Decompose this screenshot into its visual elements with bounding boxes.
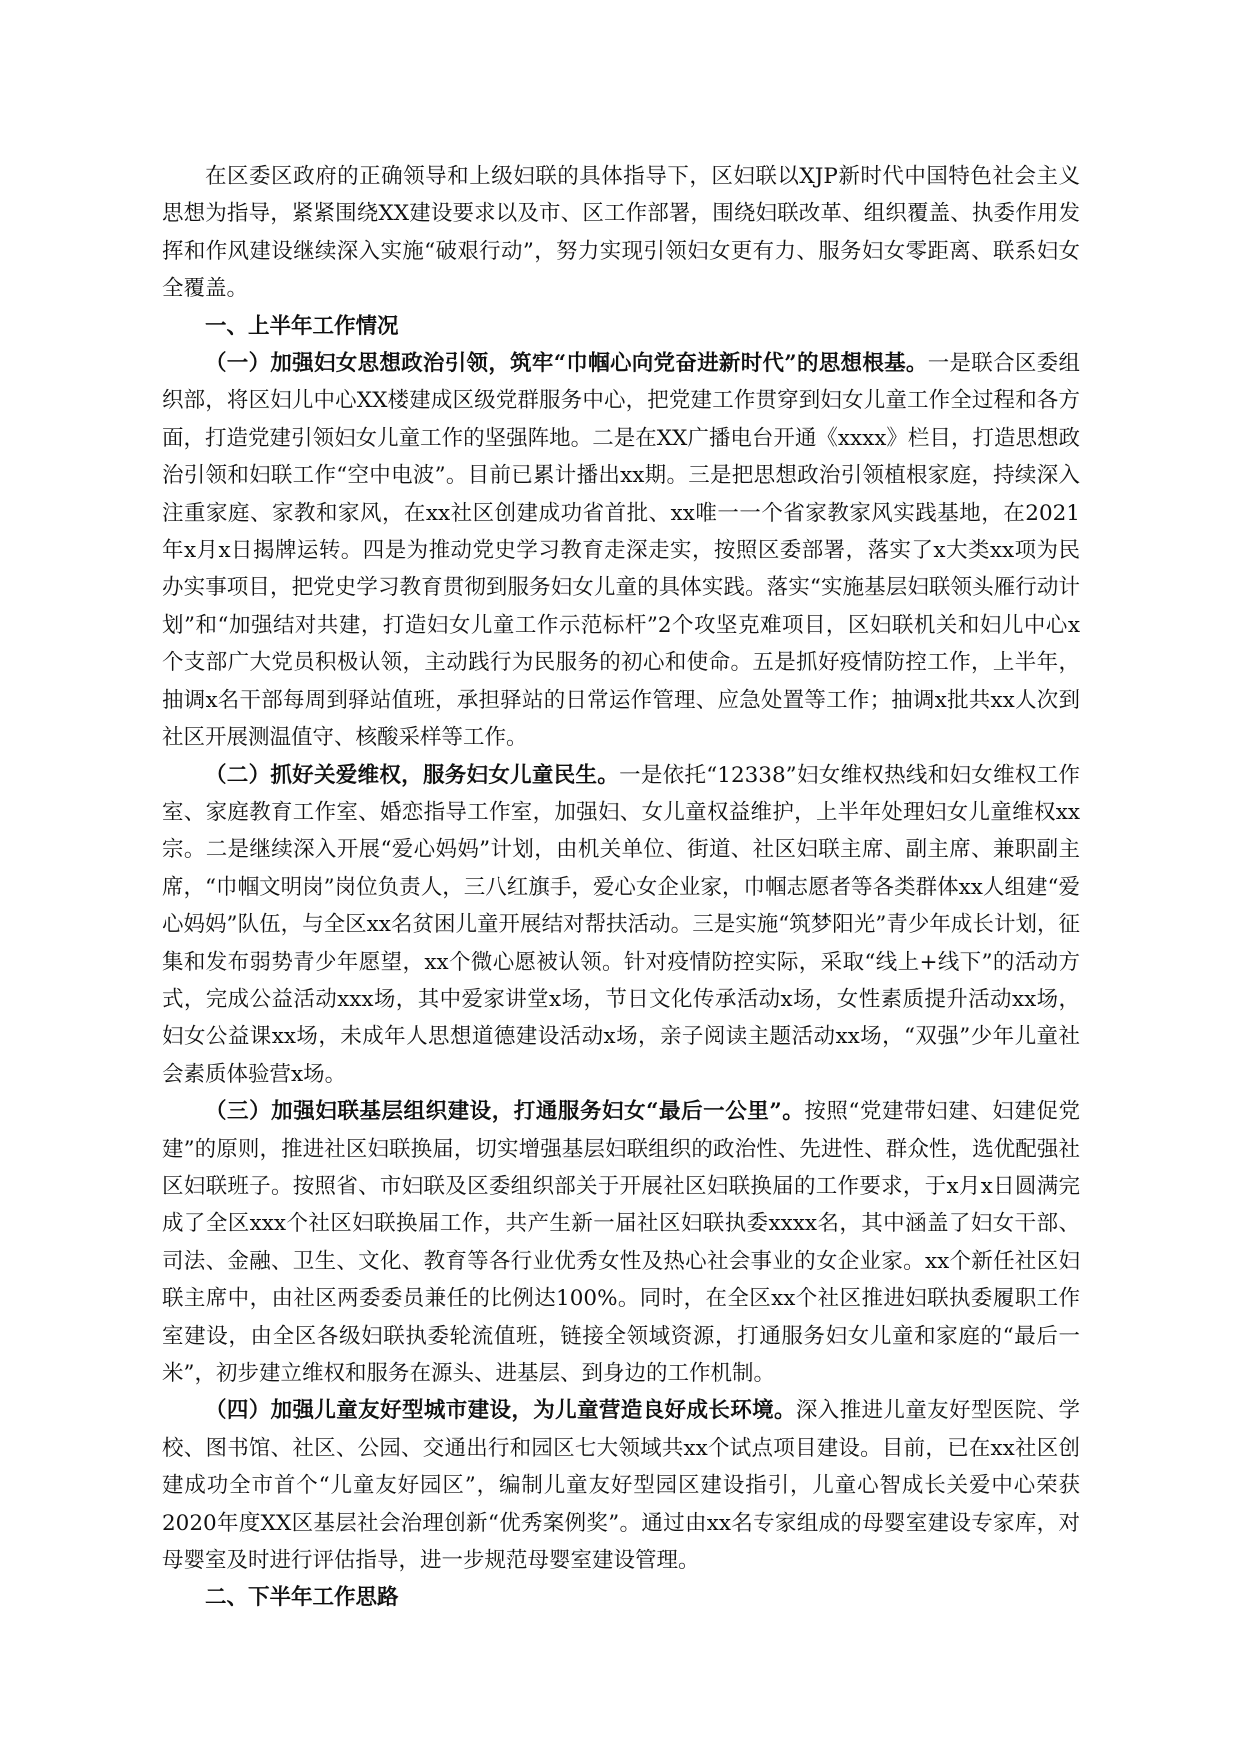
work-item-body: 一是联合区委组织部，将区妇儿中心XX楼建成区级党群服务中心，把党建工作贯穿到妇女儿童工作全过程和各方面，打造党建引领妇女儿童工作的坚强阵地。二是在XX广播电台开通《xxxx》栏目，打造思想政治引领和妇联工作“空中电波”。目前已累计播出xx期。三是把思想政治引领植根家庭，持续深入注重家庭、家教和家风，在xx社区创建成功省首批、xx唯一一个省家教家风实践基地，在2021年x月x日揭牌运转。四是为推动党史学习教育走深走实，按照区委部署，落实了x大类xx项为民办实事项目，把党史学习教育贯彻到服务妇女儿童的具体实践。落实“实施基层妇联领头雁行动计划”和“加强结对共建，打造妇女儿童工作示范标杆”2个攻坚克难项目，区妇联机关和妇儿中心x个支部广大党员积极认领，主动践行为民服务的初心和使命。五是抓好疫情防控工作，上半年，抽调x名干部每周到驿站值班，承担驿站的日常运作管理、应急处置等工作；抽调x批共xx人次到社区开展测温值守、核酸采样等工作。 <box>162 351 1080 751</box>
document-body <box>162 158 1080 1617</box>
work-item-paragraph <box>162 757 1080 1094</box>
work-item-paragraph <box>162 1392 1080 1579</box>
intro-paragraph: 在区委区政府的正确领导和上级妇联的具体指导下，区妇联以XJP新时代中国特色社会主义思想为指导，紧紧围绕XX建设要求以及市、区工作部署，围绕妇联改革、组织覆盖、执委作用发挥和作风建设继续深入实施“破艰行动”，努力实现引领妇女更有力、服务妇女零距离、联系妇女全覆盖。 <box>162 164 1080 302</box>
section-heading-second-half: 二、下半年工作思路 <box>205 1585 399 1611</box>
work-item-lead: （一）加强妇女思想政治引领，筑牢“巾帼心向党奋进新时代”的思想根基。 <box>205 351 928 377</box>
work-item-body: 深入推进儿童友好型医院、学校、图书馆、社区、公园、交通出行和园区七大领域共xx个试点项目建设。目前，已在xx社区创建成功全市首个“儿童友好园区”，编制儿童友好型园区建设指引，儿童心智成长关爱中心荣获2020年度XX区基层社会治理创新“优秀案例奖”。通过由xx名专家组成的母婴室建设专家库，对母婴室及时进行评估指导，进一步规范母婴室建设管理。 <box>162 1398 1080 1574</box>
work-item-paragraph <box>162 345 1080 756</box>
work-item-paragraph <box>162 1093 1080 1392</box>
work-item-lead: （三）加强妇联基层组织建设，打通服务妇女“最后一公里”。 <box>205 1099 805 1125</box>
work-item-body: 按照“党建带妇建、妇建促党建”的原则，推进社区妇联换届，切实增强基层妇联组织的政治性、先进性、群众性，选优配强社区妇联班子。按照省、市妇联及区委组织部关于开展社区妇联换届的工作要求，于x月x日圆满完成了全区xxx个社区妇联换届工作，共产生新一届社区妇联执委xxxx名，其中涵盖了妇女干部、司法、金融、卫生、文化、教育等各行业优秀女性及热心社会事业的女企业家。xx个新任社区妇联主席中，由社区两委委员兼任的比例达100%。同时，在全区xx个社区推进妇联执委履职工作室建设，由全区各级妇联执委轮流值班，链接全领域资源，打通服务妇女儿童和家庭的“最后一米”，初步建立维权和服务在源头、进基层、到身边的工作机制。 <box>162 1099 1080 1386</box>
work-item-body: 一是依托“12338”妇女维权热线和妇女维权工作室、家庭教育工作室、婚恋指导工作室，加强妇、女儿童权益维护，上半年处理妇女儿童维权xx宗。二是继续深入开展“爱心妈妈”计划，由机关单位、街道、社区妇联主席、副主席、兼职副主席，“巾帼文明岗”岗位负责人，三八红旗手，爱心女企业家，巾帼志愿者等各类群体xx人组建“爱心妈妈”队伍，与全区xx名贫困儿童开展结对帮扶活动。三是实施“筑梦阳光”青少年成长计划，征集和发布弱势青少年愿望，xx个微心愿被认领。针对疫情防控实际，采取“线上+线下”的活动方式，完成公益活动xxx场，其中爱家讲堂x场，节日文化传承活动x场，女性素质提升活动xx场，妇女公益课xx场，未成年人思想道德建设活动x场，亲子阅读主题活动xx场，“双强”少年儿童社会素质体验营x场。 <box>162 762 1080 1087</box>
work-item-lead: （四）加强儿童友好型城市建设，为儿童营造良好成长环境。 <box>205 1398 796 1424</box>
section-heading-first-half: 一、上半年工作情况 <box>205 313 399 339</box>
work-item-lead: （二）抓好关爱维权，服务妇女儿童民生。 <box>205 762 620 788</box>
